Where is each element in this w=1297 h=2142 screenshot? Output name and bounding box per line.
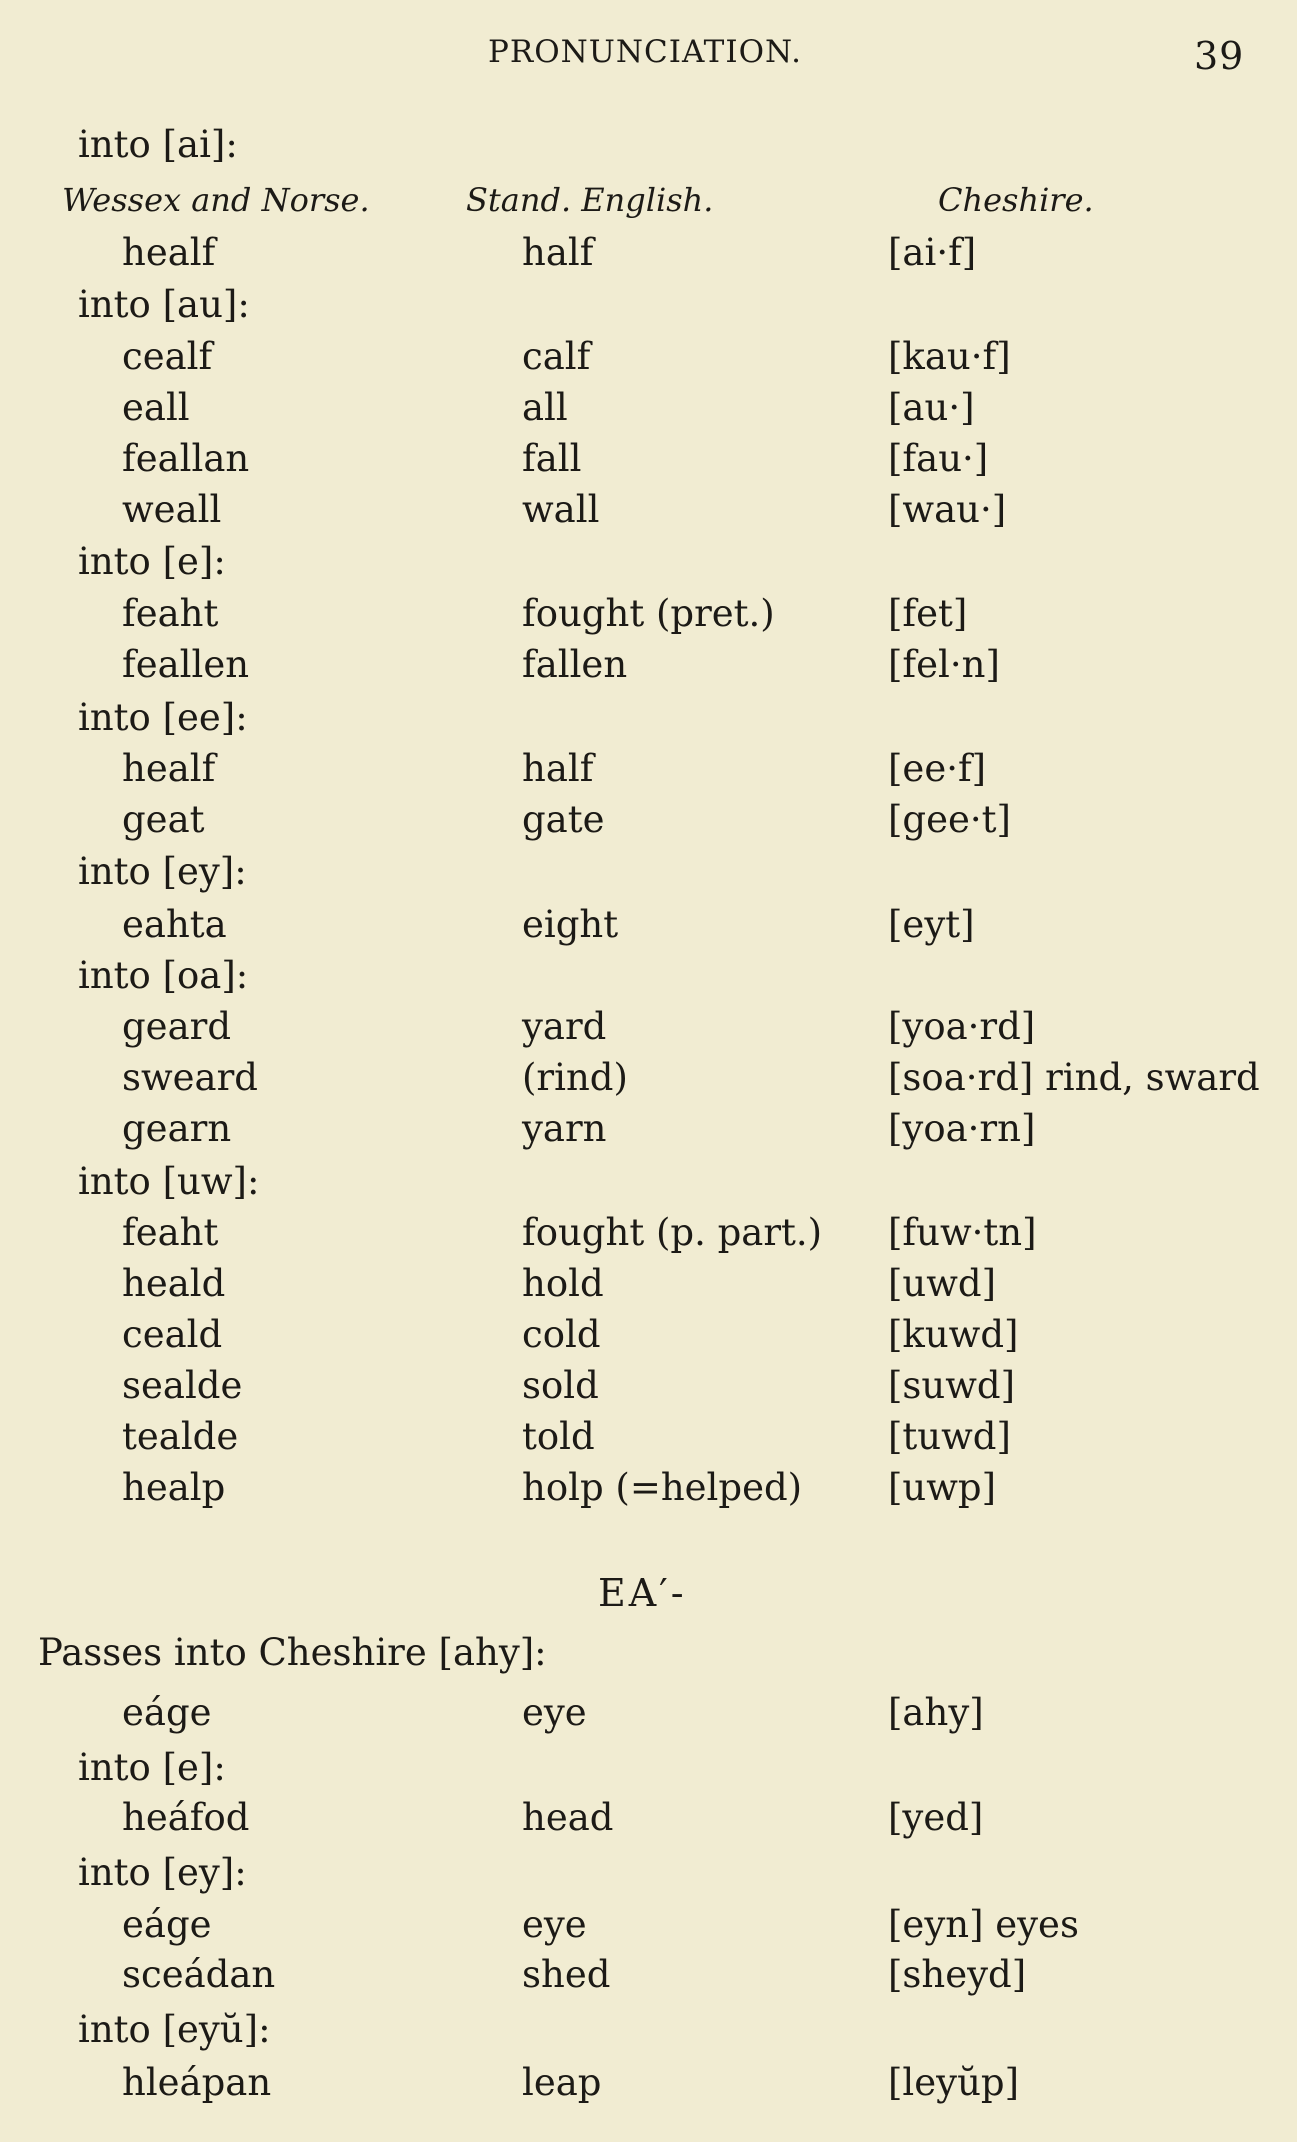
- standard-english-word: half: [522, 231, 594, 274]
- old-english-word: healp: [122, 1466, 226, 1509]
- standard-english-word: fallen: [522, 643, 628, 686]
- cheshire-pronunciation: [kuwd]: [888, 1313, 1019, 1356]
- cheshire-pronunciation: [wau·]: [888, 488, 1007, 531]
- sound-intro: [0, 693, 1297, 743]
- old-english-word: cealf: [122, 335, 213, 378]
- sound-intro: [0, 1848, 1297, 1898]
- table-row: [0, 2058, 1297, 2108]
- table-row: [0, 1053, 1297, 1103]
- intro-text: into [e]:: [78, 1746, 226, 1789]
- cheshire-pronunciation: [uwd]: [888, 1262, 997, 1305]
- old-english-word: sweard: [122, 1056, 258, 1099]
- table-row: [0, 1950, 1297, 2000]
- old-english-word: sealde: [122, 1364, 243, 1407]
- table-row: [0, 383, 1297, 433]
- table-row: [0, 1104, 1297, 1154]
- cheshire-pronunciation: [ee·f]: [888, 747, 987, 790]
- sound-intro: [0, 951, 1297, 1001]
- table-row: [0, 1361, 1297, 1411]
- page-number: 39: [1194, 34, 1245, 78]
- sound-intro: [0, 2005, 1297, 2055]
- cheshire-pronunciation: [kau·f]: [888, 335, 1011, 378]
- standard-english-word: calf: [522, 335, 591, 378]
- table-row: [0, 589, 1297, 639]
- standard-english-word: yarn: [522, 1107, 607, 1150]
- table-row: [0, 1310, 1297, 1360]
- cheshire-pronunciation: [yoa·rn]: [888, 1107, 1036, 1150]
- col-header-standard: Stand. English.: [466, 181, 714, 219]
- old-english-word: feallan: [122, 437, 250, 480]
- old-english-word: feallen: [122, 643, 250, 686]
- intro-text: into [uw]:: [78, 1160, 260, 1203]
- old-english-word: geat: [122, 798, 205, 841]
- old-english-word: hleápan: [122, 2061, 272, 2104]
- standard-english-word: yard: [522, 1005, 607, 1048]
- cheshire-pronunciation: [fau·]: [888, 437, 989, 480]
- cheshire-pronunciation: [suwd]: [888, 1364, 1016, 1407]
- cheshire-pronunciation: [tuwd]: [888, 1415, 1011, 1458]
- standard-english-word: fall: [522, 437, 582, 480]
- paragraph-line: [0, 1628, 1297, 1678]
- table-row: [0, 795, 1297, 845]
- standard-english-word: cold: [522, 1313, 601, 1356]
- cheshire-pronunciation: [eyn] eyes: [888, 1903, 1079, 1946]
- cheshire-pronunciation: [sheyd]: [888, 1953, 1027, 1996]
- old-english-word: tealde: [122, 1415, 239, 1458]
- standard-english-word: (rind): [522, 1056, 628, 1099]
- cheshire-pronunciation: [ahy]: [888, 1691, 984, 1734]
- cheshire-pronunciation: [leyŭp]: [888, 2061, 1020, 2104]
- table-row: [0, 744, 1297, 794]
- old-english-word: healf: [122, 747, 216, 790]
- standard-english-word: eight: [522, 903, 619, 946]
- intro-text: into [au]:: [78, 283, 250, 326]
- standard-english-word: half: [522, 747, 594, 790]
- old-english-word: ceald: [122, 1313, 223, 1356]
- table-row: [0, 434, 1297, 484]
- sound-intro: [0, 120, 1297, 170]
- cheshire-pronunciation: [gee·t]: [888, 798, 1011, 841]
- table-row: [0, 228, 1297, 278]
- standard-english-word: wall: [522, 488, 600, 531]
- cheshire-pronunciation: [au·]: [888, 386, 975, 429]
- old-english-word: heald: [122, 1262, 226, 1305]
- table-row: [0, 332, 1297, 382]
- standard-english-word: holp (=helped): [522, 1466, 803, 1509]
- standard-english-word: leap: [522, 2061, 602, 2104]
- running-head: PRONUNCIATION.: [488, 34, 802, 70]
- intro-text: into [oa]:: [78, 954, 249, 997]
- table-row: [0, 1463, 1297, 1513]
- sound-intro: [0, 1157, 1297, 1207]
- cheshire-pronunciation: [yoa·rd]: [888, 1005, 1036, 1048]
- standard-english-word: eye: [522, 1903, 587, 1946]
- sound-intro: [0, 280, 1297, 330]
- cheshire-pronunciation: [ai·f]: [888, 231, 977, 274]
- table-row: [0, 900, 1297, 950]
- intro-text: into [ey]:: [78, 1851, 247, 1894]
- cheshire-pronunciation: [fel·n]: [888, 643, 1000, 686]
- table-row: [0, 1688, 1297, 1738]
- table-row: [0, 1793, 1297, 1843]
- standard-english-word: shed: [522, 1953, 611, 1996]
- sound-intro: [0, 1743, 1297, 1793]
- sound-intro: [0, 537, 1297, 587]
- cheshire-pronunciation: [uwp]: [888, 1466, 997, 1509]
- standard-english-word: fought (p. part.): [522, 1211, 823, 1254]
- old-english-word: feaht: [122, 1211, 219, 1254]
- cheshire-pronunciation: [soa·rd] rind, sward: [888, 1056, 1260, 1099]
- table-row: [0, 640, 1297, 690]
- old-english-word: healf: [122, 231, 216, 274]
- standard-english-word: gate: [522, 798, 605, 841]
- old-english-word: eahta: [122, 903, 227, 946]
- intro-text: into [ee]:: [78, 696, 248, 739]
- column-headers: [0, 175, 1297, 225]
- standard-english-word: hold: [522, 1262, 604, 1305]
- old-english-word: feaht: [122, 592, 219, 635]
- old-english-word: eáge: [122, 1691, 212, 1734]
- intro-text: into [eyŭ]:: [78, 2008, 271, 2051]
- intro-text: into [ai]:: [78, 123, 238, 166]
- cheshire-pronunciation: [eyt]: [888, 903, 975, 946]
- old-english-word: weall: [122, 488, 222, 531]
- old-english-word: gearn: [122, 1107, 232, 1150]
- paragraph-text: Passes into Cheshire [ahy]:: [38, 1631, 547, 1674]
- table-row: [0, 1259, 1297, 1309]
- cheshire-pronunciation: [fet]: [888, 592, 968, 635]
- standard-english-word: head: [522, 1796, 614, 1839]
- standard-english-word: all: [522, 386, 568, 429]
- table-row: [0, 1412, 1297, 1462]
- cheshire-pronunciation: [yed]: [888, 1796, 984, 1839]
- table-row: [0, 1900, 1297, 1950]
- standard-english-word: eye: [522, 1691, 587, 1734]
- intro-text: into [ey]:: [78, 850, 247, 893]
- table-row: [0, 1208, 1297, 1258]
- standard-english-word: fought (pret.): [522, 592, 775, 635]
- table-row: [0, 1002, 1297, 1052]
- section-heading: [0, 1568, 1297, 1618]
- standard-english-word: sold: [522, 1364, 599, 1407]
- old-english-word: heáfod: [122, 1796, 250, 1839]
- section-title: EA′-: [598, 1571, 687, 1615]
- old-english-word: geard: [122, 1005, 232, 1048]
- sound-intro: [0, 847, 1297, 897]
- col-header-wessex: Wessex and Norse.: [62, 181, 370, 219]
- standard-english-word: told: [522, 1415, 595, 1458]
- old-english-word: eáge: [122, 1903, 212, 1946]
- cheshire-pronunciation: [fuw·tn]: [888, 1211, 1037, 1254]
- intro-text: into [e]:: [78, 540, 226, 583]
- col-header-cheshire: Cheshire.: [938, 181, 1094, 219]
- table-row: [0, 485, 1297, 535]
- old-english-word: sceádan: [122, 1953, 276, 1996]
- old-english-word: eall: [122, 386, 190, 429]
